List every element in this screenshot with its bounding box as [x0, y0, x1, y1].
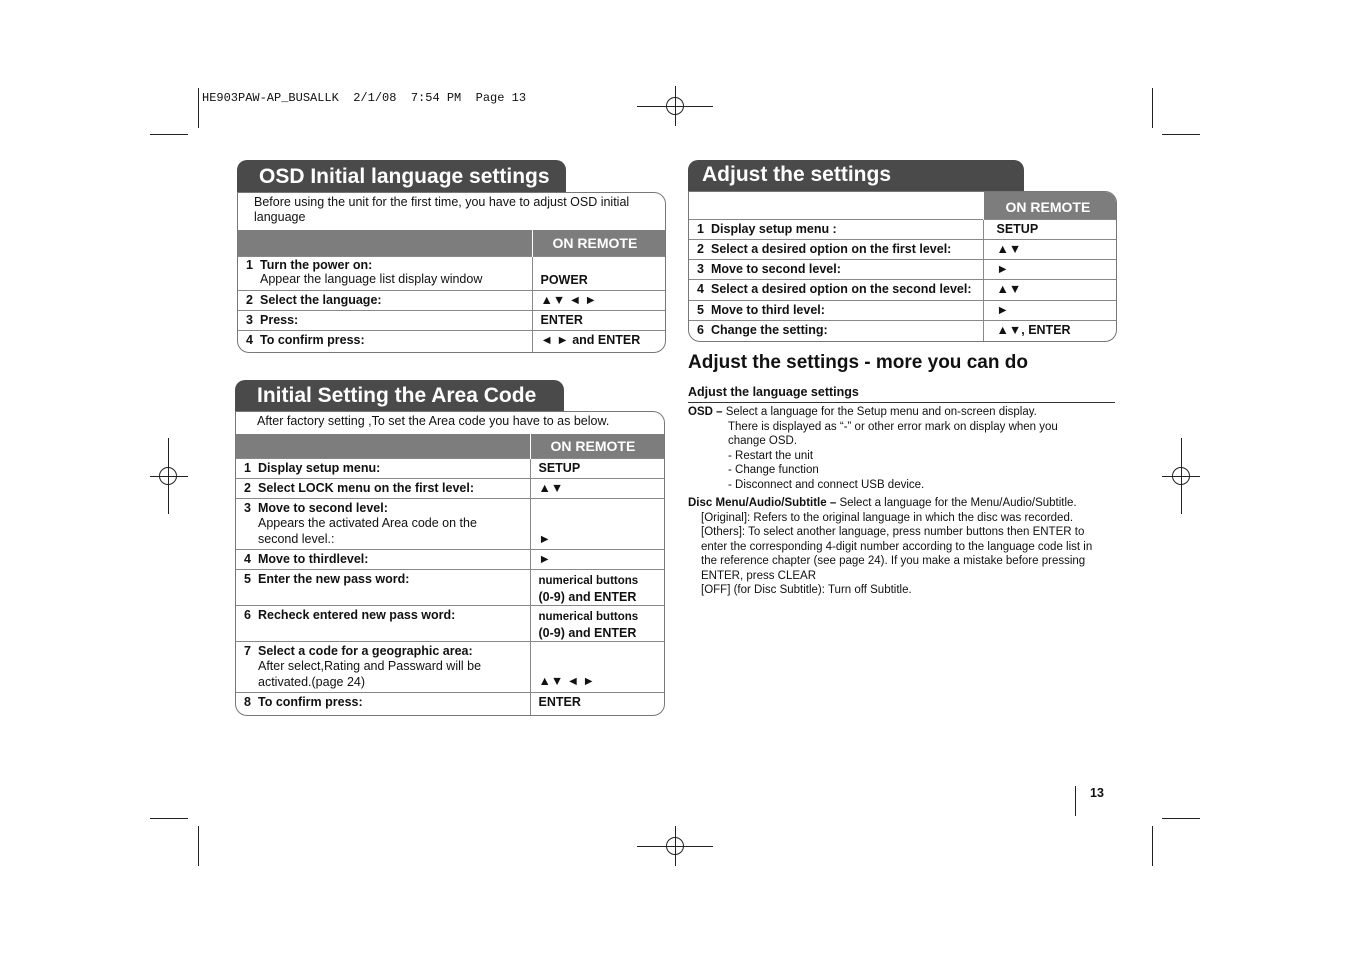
more-heading: Adjust the settings - more you can do — [688, 352, 1028, 373]
osd-steps-table — [238, 230, 665, 352]
disc-line: the reference chapter (see page 24). If you make a mistake before pressing — [701, 555, 1086, 567]
table-row: 1 Turn the power on: Appear the language list display window POWER — [238, 256, 665, 290]
on-remote-label: ON REMOTE — [532, 230, 665, 256]
table-row: 8 To confirm press: ENTER — [236, 692, 664, 716]
crop-mark — [198, 826, 199, 866]
registration-circle-icon — [1172, 467, 1190, 485]
disc-line: [OFF] (for Disc Subtitle): Turn off Subtitle. — [701, 584, 912, 596]
disc-line: enter the corresponding 4-digit number according to the language code list in — [701, 540, 1093, 553]
on-remote-label: ON REMOTE — [530, 434, 664, 458]
crop-mark — [150, 134, 188, 135]
adjust-steps-table — [689, 192, 1116, 342]
table-row: 3 Move to second level: ► — [689, 259, 1116, 279]
osd-line: - Restart the unit — [728, 449, 814, 462]
crop-mark — [1152, 88, 1153, 128]
disc-line: ENTER, press CLEAR — [701, 569, 817, 582]
table-row: 2 Select a desired option on the first level: ▲▼ — [689, 239, 1116, 259]
area-table-header — [236, 434, 664, 458]
table-row: 1 Display setup menu: SETUP — [236, 458, 664, 478]
crop-mark — [1162, 818, 1200, 819]
registration-circle-icon — [666, 97, 684, 115]
osd-line: There is displayed as “-” or other error mark on display when you — [728, 420, 1058, 433]
table-row: 2 Select LOCK menu on the first level: ▲▼ — [236, 478, 664, 498]
table-row: 1 Display setup menu : SETUP — [689, 219, 1116, 239]
crop-mark — [1162, 134, 1200, 135]
osd-line: change OSD. — [728, 435, 798, 447]
table-row: 6 Change the setting: ▲▼, ENTER — [689, 320, 1116, 342]
table-row: 3 Press: ENTER — [238, 310, 665, 330]
page-number: 13 — [1090, 786, 1104, 800]
disc-term: Disc Menu/Audio/Subtitle – — [688, 497, 837, 509]
osd-line: - Disconnect and connect USB device. — [728, 478, 925, 491]
table-row: 6 Recheck entered new pass word: numerical buttons (0-9) and ENTER — [236, 605, 664, 641]
disc-line: [Others]: To select another language, press number buttons then ENTER to — [701, 526, 1085, 538]
osd-table-header — [238, 230, 665, 256]
crop-mark — [198, 88, 199, 128]
osd-line: - Change function — [728, 464, 819, 476]
osd-description — [688, 405, 1118, 492]
adjust-section-title: Adjust the settings — [688, 160, 1024, 193]
table-row: 7 Select a code for a geographic area: After select,Rating and Passward will be activated.(page 24) ▲▼ ◄ ► — [236, 641, 664, 692]
area-steps-table — [236, 434, 664, 716]
adjust-settings-box — [688, 191, 1117, 342]
registration-circle-icon — [159, 467, 177, 485]
table-row: 2 Select the language: ▲▼ ◄ ► — [238, 290, 665, 310]
subheading-rule — [688, 402, 1115, 403]
osd-section-title: OSD Initial language settings — [237, 160, 566, 193]
page-number-rule — [1075, 786, 1076, 816]
table-row: 3 Move to second level: Appears the activated Area code on the second level.: ► — [236, 498, 664, 549]
table-row: 4 Select a desired option on the second level: ▲▼ — [689, 279, 1116, 300]
disc-description — [688, 496, 1128, 598]
disc-line: [Original]: Refers to the original language in which the disc was recorded. — [701, 511, 1074, 524]
osd-intro: Before using the unit for the first time, you have to adjust OSD initial language — [254, 195, 630, 224]
area-section-title: Initial Setting the Area Code — [235, 380, 564, 412]
table-row: 4 To confirm press: ◄ ► and ENTER — [238, 330, 665, 352]
disc-desc: Select a language for the Menu/Audio/Subtitle. — [839, 497, 1077, 509]
adjust-table-header — [689, 192, 1116, 219]
table-row: 5 Enter the new pass word: numerical buttons (0-9) and ENTER — [236, 569, 664, 605]
on-remote-label: ON REMOTE — [983, 192, 1116, 219]
area-intro: After factory setting ,To set the Area code you have to as below. — [257, 414, 610, 428]
table-row: 4 Move to thirdlevel: ► — [236, 549, 664, 569]
osd-term: OSD – — [688, 406, 723, 418]
table-row: 5 Move to third level: ► — [689, 300, 1116, 320]
language-settings-subheading: Adjust the language settings — [688, 385, 859, 399]
print-header: HE903PAW-AP_BUSALLK 2/1/08 7:54 PM Page 13 — [202, 91, 527, 105]
osd-desc: Select a language for the Setup menu and on-screen display. — [725, 406, 1037, 418]
registration-circle-icon — [666, 837, 684, 855]
osd-settings-box — [237, 192, 666, 353]
crop-mark — [150, 818, 188, 819]
area-settings-box — [235, 411, 665, 716]
crop-mark — [1152, 826, 1153, 866]
